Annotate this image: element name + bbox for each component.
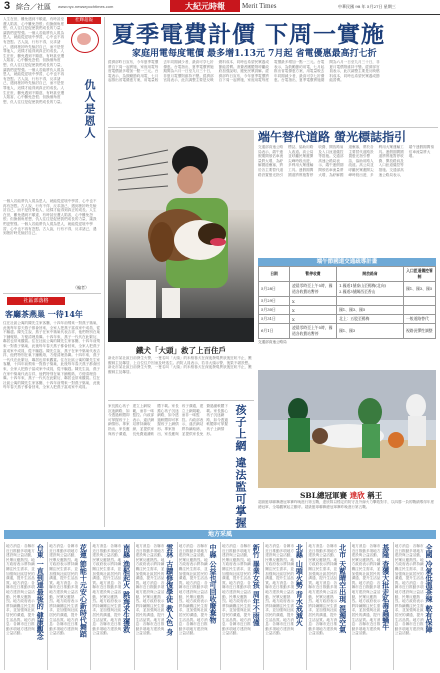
local-news-headline: 北市 天藍晴空出現 混濁空氣: [338, 544, 348, 633]
table-cell: 凌晨零時至上午5時，國道各收費站暫停: [290, 324, 337, 339]
traffic-body: 交通部高速公路局表示，端午連假期間預估車流量將大增，為紓解國道壅塞，將於各主要替代道路設置螢光指引標誌，協助用路人改道。高公局並呼籲民眾避開尖峰時段出遊，多利用大眾運輸工具。連假期間國道將實施暫停收費、開放路肩及入口匝道儀控等措施。交通部高速公路局表示，端午連假期間預估車流量將大增，為紓解國道壅塞，將於各主要替代道路設置螢光指引標誌，協助用路人改道。高公局並呼籲民眾避開尖峰時段出遊，多利用大眾運輸工具。連假期間國道將實施暫停收費、開放路肩及入口匝道儀控等措施。交通部高速公路局表示，端午連假期間預估車流量將大增。: [258, 145, 434, 177]
table-header-row: [259, 267, 436, 282]
dog-photo-illustration: [108, 130, 254, 342]
column-body-1: 人生在世，難免遇到不順遂，有時甚至遭人陷害，心中難免怨恨；但換個角度想，仇人往往是促使我們成長的力量，讓我們更堅強。一個人若能將仇人視為恩人，就能從逆境中學習，心中也不再有怨懟。古人說，行有不得，反求諸己，遇到挫折時先檢討自己，而不是怪罪他人，這樣才能得到真正的成長。人生在世，難免遇到不順遂，有時甚至遭人陷害，心中難免怨恨；但換個角度想，仇人往往是促使我們成長的力量，讓我們更堅強。一個人若能將仇人視為恩人，就能從逆境中學習，心中也不再有怨懟。古人說，行有不得，反求諸己，遇到挫折時先檢討自己，而不是怪罪他人，這樣才能得到真正的成長。人生在世，難免遇到不順遂，有時甚至遭人陷害，心中難免怨恨；但換個角度想，仇人往往是促使我們成長的力量。: [3, 17, 65, 104]
table-header-cell: 開放路肩: [337, 267, 404, 282]
column-signature: （編者）: [73, 285, 89, 290]
local-news-strip: [4, 530, 436, 539]
traffic-table-title: 端午節國道交通疏導計畫: [258, 258, 436, 266]
photo-divider: [108, 400, 254, 401]
table-cell: 一般道路替代: [404, 315, 436, 324]
traffic-table-grid: [258, 266, 436, 339]
column-tag: [67, 17, 101, 24]
column-logo-icon: [71, 27, 99, 53]
local-news-label: 地方采風: [207, 531, 232, 538]
local-news-headline: 基隆 查獲大批走私毒蟲蝸牛: [381, 544, 391, 631]
section-label: 綜合／社區: [16, 3, 51, 11]
masthead: [0, 0, 440, 15]
table-cell: 視路況彈性調整: [404, 324, 436, 339]
local-news-body: 地方消息：各縣市近日推動多項地方建設與公益活動，民眾反應熱烈。地方政府表示將持續關注民生需求，並加強與社區居民的溝通，提升生活品質。地方消息：各縣市近日推動多項地方建設與公益活動，民眾反應熱烈。地方政府表示將持續關注民生需求，並加強與社區居民的溝通，提升生活品質。地方消息：各縣市近日推動多項地方建設與公益活動。: [394, 544, 424, 636]
issue-date: 中華民國 98 年 5月27日 星期三: [338, 4, 396, 9]
table-header-cell: 日期: [259, 267, 290, 282]
local-news-item: [4, 542, 46, 670]
column-tag-label: 社輝超報: [75, 18, 93, 23]
community-headline: 客廳茶燕巢 一待14年: [5, 309, 83, 319]
table-cell: 凌晨零時至上午5時，國道各收費站暫停: [290, 282, 337, 297]
community-tag: [7, 297, 65, 305]
table-cell: 5月28日: [259, 282, 290, 297]
table-cell: [337, 297, 404, 306]
table-cell: 5月29日: [259, 297, 290, 306]
local-news-headline: 北縣 山頭火勢 背水戒減火: [295, 544, 305, 626]
divider: [3, 293, 101, 294]
local-news-item: [134, 542, 176, 670]
table-cell: 6月1日: [259, 324, 290, 339]
local-news-item: [90, 542, 132, 670]
local-news-headline: 新竹 畢業女孩 周年不雨僅: [252, 544, 262, 626]
table-cell: 國1、國3: [337, 324, 404, 339]
table-header-cell: 入口匝道儀控管制: [404, 267, 436, 282]
local-news-headline: 全國 冷氣低溫茶辣 較有保障: [424, 544, 434, 633]
local-news-body: 地方消息：各縣市近日推動多項地方建設與公益活動，民眾反應熱烈。地方政府表示將持續關注民生需求，並加強與社區居民的溝通，提升生活品質。地方消息：各縣市近日推動多項地方建設與公益活動，民眾反應熱烈。地方政府表示將持續關注民生需求，並加強與社區居民的溝通，提升生活品質。地方消息：各縣市近日推動多項地方建設與公益活動。: [92, 544, 122, 636]
local-news-body: 地方消息：各縣市近日推動多項地方建設與公益活動，民眾反應熱烈。地方政府表示將持續關注民生需求，並加強與社區居民的溝通，提升生活品質。地方消息：各縣市近日推動多項地方建設與公益活動，民眾反應熱烈。地方政府表示將持續關注民生需求，並加強與社區居民的溝通，提升生活品質。地方消息：各縣市近日推動多項地方建設與公益活動。: [265, 544, 294, 636]
page-number: 3: [4, 0, 11, 12]
local-news-item: [177, 542, 219, 670]
traffic-headline: 端午替代道路 螢光標誌指引: [258, 130, 407, 144]
local-news-headline: 南縣 漁船起火 跳海求生獲救: [122, 544, 132, 633]
local-news-item: [350, 542, 392, 670]
dog-photo-caption: 鐵犬「大頭」救了上百住戶: [136, 346, 226, 355]
table-cell: 北上：五股至楊梅: [337, 315, 404, 324]
section-url: www.nyc.newsepochtimes.com: [58, 4, 114, 9]
dog-photo: [108, 130, 254, 342]
lead-headline: 夏季電費計價 下周一實施: [112, 21, 386, 48]
local-news-headline: 花蓮 節能十元安心新時代舞蹈: [79, 544, 89, 638]
child-story-body: 家長擔心孩子沉迷網路，如今透過軟體即可掌握孩子上網情形。專家指出，家長應與孩子溝通，建立上網規範，而非一味監控。內政部表示，違法網站將持續取締，並提供家長免費過濾軟體下載。家長擔心孩子沉迷網路，如今透過軟體即可掌握孩子上網情形。專家指出，家長應與孩子溝通，建立上網規範，而非一味監控。內政部表示，違法網站將持續取締，並提供家長免費過濾軟體下載。家長擔心孩子沉迷網路，如今透過軟體即可掌握孩子上網情形。: [108, 404, 228, 436]
table-cell: 國1、國3、國5: [337, 306, 404, 315]
newspaper-logo: [170, 0, 240, 12]
local-news-item: [220, 542, 262, 670]
table-cell: 5月30日: [259, 306, 290, 315]
local-news-body: 地方消息：各縣市近日推動多項地方建設與公益活動，民眾反應熱烈。地方政府表示將持續關注民生需求，並加強與社區居民的溝通，提升生活品質。地方消息：各縣市近日推動多項地方建設與公益活動，民眾反應熱烈。地方政府表示將持續關注民生需求，並加強與社區居民的溝通，提升生活品質。地方消息：各縣市近日推動多項地方建設與公益活動。: [308, 544, 338, 636]
local-news-headline: 中縣 公益也可回收廢棄物: [208, 544, 218, 624]
local-news-body: 地方消息：各縣市近日推動多項地方建設與公益活動，民眾反應熱烈。地方政府表示將持續關注民生需求，並加強與社區居民的溝通，提升生活品質。地方消息：各縣市近日推動多項地方建設與公益活動，民眾反應熱烈。地方政府表示將持續關注民生需求，並加強與社區居民的溝通，提升生活品質。地方消息：各縣市近日推動多項地方建設與公益活動。: [222, 544, 251, 636]
table-cell: X: [290, 306, 337, 315]
basketball-photo-illustration: [258, 370, 436, 488]
local-news-body: 地方消息：各縣市近日推動多項地方建設與公益活動，民眾反應熱烈。地方政府表示將持續關注民生需求，並加強與社區居民的溝通，提升生活品質。地方消息：各縣市近日推動多項地方建設與公益活動，民眾反應熱烈。地方政府表示將持續關注民生需求，並加強與社區居民的溝通，提升生活品質。地方消息：各縣市近日推動多項地方建設與公益活動。: [351, 544, 381, 636]
local-news-area: [4, 542, 436, 670]
logo-chinese: 大紀元時報: [185, 1, 225, 11]
local-news-headline: 雲林 古蹟修復學徒 教人色 身: [165, 544, 175, 636]
table-row: [259, 282, 436, 297]
basketball-story-body: 超級籃球聯賽總冠軍賽昨晚進行第五戰，達欣隊以穩定的防守及外線火力擊敗對手，以四勝一負的戰績奪得年度總冠軍，全場觀眾起立歡呼。超級籃球聯賽總冠軍賽昨晚進行第五戰。: [258, 500, 435, 509]
lead-body: 經濟部昨日宣布，今年夏季電價將自下周一起實施，家庭用電每度電價最多增加一點一三元。台電表示，為鼓勵節約用電，七月起推出省電優惠方案，用電量較去年同期減少者，最高可享七折優惠。台電指出，夏季電價實施期間為六月一日至九月三十日，非夏月電價則維持不變。經濟部官員表示，此次調整主要是反映燃料成本，同時也希望民眾養成節能習慣。消費者團體則呼籲政府加強說明，避免民眾誤解。經濟部昨日宣布，今年夏季電價將自下周一起實施，家庭用電每度電價最多增加一點一三元。台電表示，為鼓勵節約用電，七月起推出省電優惠方案，用電量較去年同期減少者，最高可享七折優惠。台電指出，夏季電價實施期間為六月一日至九月三十日，非夏月電價則維持不變。經濟部官員表示，此次調整主要是反映燃料成本，同時也希望民眾養成節能習慣。: [108, 60, 380, 83]
local-news-item: [47, 542, 89, 670]
lead-subhead: 家庭用電每度電價 最多增1.13元 7月起 省電優惠最高打七折: [132, 49, 377, 59]
local-news-body: 地方消息：各縣市近日推動多項地方建設與公益活動，民眾反應熱烈。地方政府表示將持續關注民生需求，並加強與社區居民的溝通，提升生活品質。地方消息：各縣市近日推動多項地方建設與公益活動，民眾反應熱烈。地方政府表示將持續關注民生需求，並加強與社區居民的溝通，提升生活品質。地方消息：各縣市近日推動多項地方建設與公益活動。: [6, 544, 35, 636]
traffic-table: [258, 258, 436, 345]
table-cell: 5月31日: [259, 315, 290, 324]
local-news-body: 地方消息：各縣市近日推動多項地方建設與公益活動，民眾反應熱烈。地方政府表示將持續關注民生需求，並加強與社區居民的溝通，提升生活品質。地方消息：各縣市近日推動多項地方建設與公益活動，民眾反應熱烈。地方政府表示將持續關注民生需求，並加強與社區居民的溝通，提升生活品質。地方消息：各縣市近日推動多項地方建設與公益活動。: [135, 544, 165, 636]
table-cell: 國1、國3、國5: [404, 282, 436, 297]
table-cell: X: [290, 315, 337, 324]
caption-team: 達欣: [349, 491, 365, 500]
table-row: [259, 315, 436, 324]
table-cell: 1.國道1號泰山至楊梅(北向) 2.國道3號關西至香山: [337, 282, 404, 297]
local-news-headline: 台東 一直到達最後的 健康觀念: [36, 544, 46, 640]
table-row: [259, 297, 436, 306]
table-row: [259, 306, 436, 315]
child-story-headline: 孩子上網 違法監可掌握: [234, 404, 247, 529]
table-header-cell: 暫停收費: [290, 267, 337, 282]
traffic-table-source: 交通部高速公路局: [258, 340, 287, 344]
table-cell: [404, 306, 436, 315]
local-news-body: 地方消息：各縣市近日推動多項地方建設與公益活動，民眾反應熱烈。地方政府表示將持續關注民生需求，並加強與社區居民的溝通，提升生活品質。地方消息：各縣市近日推動多項地方建設與公益活動，民眾反應熱烈。地方政府表示將持續關注民生需求，並加強與社區居民的溝通，提升生活品質。地方消息：各縣市近日推動多項地方建設與公益活動。: [178, 544, 208, 636]
sidebar: [3, 17, 103, 527]
column-body-2: 一個人若能將仇人視為恩人，就能從逆境中學習，心中也不再有怨懟。古人說，行有不得，反求諸己，遇到挫折時先檢討自己，而不是怪罪他人，這樣才能得到真正的成長。人生在世，難免遇到不順遂，有時甚至遭人陷害，心中難免怨恨；但換個角度想，仇人往往是促使我們成長的力量，讓我們更堅強。一個人若能將仇人視為恩人，就能從逆境中學習，心中也不再有怨懟。古人說，行有不得，反求諸己，遇到挫折時先檢討自己。: [3, 199, 97, 236]
local-news-item: [263, 542, 305, 670]
community-body: 住在社區公寓的陳先生家客廳，十四年前飛來一對燕子築巢，此後每年春天燕子都會回來，全家人把燕子當成家中成員，從不驅趕。陳先生說，燕子在家中築巢代表吉祥，他們特別在巢下鋪報紙，方便清理鳥糞。十四年來，燕子一代代在此繁衍，鄰居也常來觀賞。住在社區公寓的陳先生家客廳，十四年前飛來一對燕子築巢，此後每年春天燕子都會回來，全家人把燕子當成家中成員，從不驅趕。陳先生說，燕子在家中築巢代表吉祥，他們特別在巢下鋪報紙，方便清理鳥糞。十四年來，燕子一代代在此繁衍，鄰居也常來觀賞。住在社區公寓的陳先生家客廳，十四年前飛來一對燕子築巢，此後每年春天燕子都會回來，全家人把燕子當成家中成員，從不驅趕。陳先生說，燕子在家中築巢代表吉祥，他們特別在巢下鋪報紙，方便清理鳥糞。十四年來，燕子一代代在此繁衍，鄰居也常來觀賞。住在社區公寓的陳先生家客廳，十四年前飛來一對燕子築巢，此後每年春天燕子都會回來，全家人把燕子當成家中成員。: [3, 321, 101, 390]
column-title: 仇人是恩人: [83, 79, 96, 139]
caption-result: 稱王: [367, 491, 383, 500]
table-cell: X: [290, 297, 337, 306]
local-news-item: [393, 542, 435, 670]
logo-english: Merit Times: [242, 2, 277, 10]
table-row: [259, 324, 436, 339]
sidebar-divider: [104, 17, 105, 527]
local-news-body: 地方消息：各縣市近日推動多項地方建設與公益活動，民眾反應熱烈。地方政府表示將持續關注民生需求，並加強與社區居民的溝通，提升生活品質。地方消息：各縣市近日推動多項地方建設與公益活動，民眾反應熱烈。地方政府表示將持續關注民生需求，並加強與社區居民的溝通，提升生活品質。地方消息：各縣市近日推動多項地方建設與公益活動。: [49, 544, 78, 636]
basketball-photo: [258, 370, 436, 488]
caption-event: SBL總冠軍賽: [300, 491, 348, 500]
local-news-item: [306, 542, 348, 670]
table-cell: [404, 297, 436, 306]
dog-story-body: 新北市某社區日前發生火警，一隻名叫「大頭」的米格魯犬在深夜發現異狀後狂吠不止，驚醒飼主及鄰居，上百位住戶因而及時逃生。消防人員表示，若非大頭示警，後果不堪設想。新北市某社區日前發生火警，一隻名叫「大頭」的米格魯犬在深夜發現異狀後狂吠不止，驚醒飼主及鄰居。: [108, 356, 252, 374]
community-tag-label: 社區部落格: [23, 298, 49, 304]
